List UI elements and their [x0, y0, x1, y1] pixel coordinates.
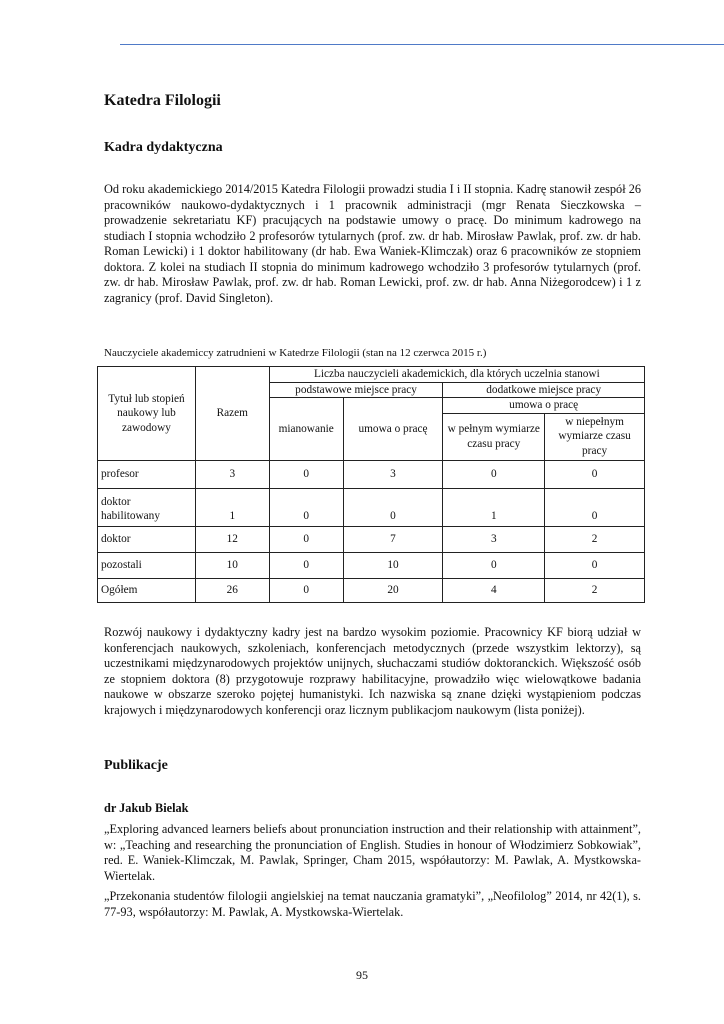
additional-header: dodatkowe miejsce pracy [443, 382, 645, 398]
table-row: profesor 3 0 3 0 0 [98, 460, 645, 488]
development-paragraph: Rozwój naukowy i dydaktyczny kadry jest na bardzo wysokim poziomie. Pracownicy KF biorą udział w konferencjach naukowych, szkoleniach, konferencjach metodycznych (przede wszystkim lektorzy), są uczestnikami międzynarodowych projektów unijnych, słuchaczami studiów doktoranckich. Większość osób ze stopniem doktora (8) przygotowuje rozprawy habilitacyjne, prowadziło więc wielowątkowe badania naukowe w obszarze szeroko pojętej humanistyki. Ich nazwiska są znane dzięki wystąpieniom podczas krajowych i międzynarodowych konferencji oraz licznym publikacjom naukowym (lista poniżej). [104, 625, 641, 717]
page-number: 95 [356, 968, 368, 982]
table-row: doktor 12 0 7 3 2 [98, 526, 645, 552]
col-header-full: w pełnym wymiarze czasu pracy [443, 413, 545, 460]
col-header-title: Tytuł lub stopień naukowy lub zawodowy [98, 367, 196, 461]
col-header-appointed: mianowanie [269, 398, 343, 461]
contract-header: umowa o pracę [443, 398, 645, 414]
section-heading-publications: Publikacje [104, 758, 168, 773]
publication-item: „Exploring advanced learners beliefs about pronunciation instruction and their relationship with attainment”, w: „Teaching and researching the pronunciation of English. Studies in honour of Włodzimierz Sobkowiak”, red. E. Waniek-Klimczak, M. Pawlak, Springer, Cham 2015, współautorzy: M. Pawlak, A. Mystkowska-Wiertelak. [104, 822, 641, 883]
author-name: dr Jakub Bielak [104, 801, 189, 815]
col-header-contract: umowa o pracę [343, 398, 443, 461]
col-header-total: Razem [195, 367, 269, 461]
primary-header: podstawowe miejsce pracy [269, 382, 443, 398]
table-row: doktor habilitowany 1 0 0 1 0 [98, 488, 645, 526]
section-heading-staff: Kadra dydaktyczna [104, 140, 223, 155]
col-header-part: w niepełnym wymiarze czasu pracy [545, 413, 645, 460]
staff-table [97, 366, 645, 603]
table-sum-row: Ogółem 26 0 20 4 2 [98, 578, 645, 602]
intro-paragraph: Od roku akademickiego 2014/2015 Katedra Filologii prowadzi studia I i II stopnia. Kadrę stanowił zespół 26 pracowników naukowo-dydaktycznych i 1 pracownik administracji (mgr Renata Sieczkowska – prowadzenie sekretariatu KF) pracujących na podstawie umowy o pracę. Do minimum kadrowego na studiach I stopnia wchodziło 2 profesorów tytularnych (prof. zw. dr hab. Mirosław Pawlak, prof. zw. dr hab. Roman Lewicki) i 1 doktor habilitowany (dr hab. Ewa Waniek-Klimczak) oraz 6 pracowników ze stopniem doktora. Z kolei na studiach II stopnia do minimum kadrowego wchodziło 3 profesorów tytularnych (prof. zw. dr hab. Mirosław Pawlak, prof. zw. dr hab. Roman Lewicki, prof. zw. dr hab. Anna Niżegorodcew) i 1 z zagranicy (prof. David Singleton). [104, 182, 641, 305]
table-caption: Nauczyciele akademiccy zatrudnieni w Katedrze Filologii (stan na 12 czerwca 2015 r.) [104, 347, 487, 359]
table-row: pozostali 10 0 10 0 0 [98, 552, 645, 578]
publication-item: „Przekonania studentów filologii angielskiej na temat nauczania gramatyki”, „Neofilolog” 2014, nr 42(1), s. 77-93, współautorzy: M. Pawlak, A. Mystkowska-Wiertelak. [104, 889, 641, 919]
group-header: Liczba nauczycieli akademickich, dla których uczelnia stanowi [269, 367, 644, 383]
header-rule [120, 44, 724, 45]
page-title: Katedra Filologii [104, 92, 221, 109]
